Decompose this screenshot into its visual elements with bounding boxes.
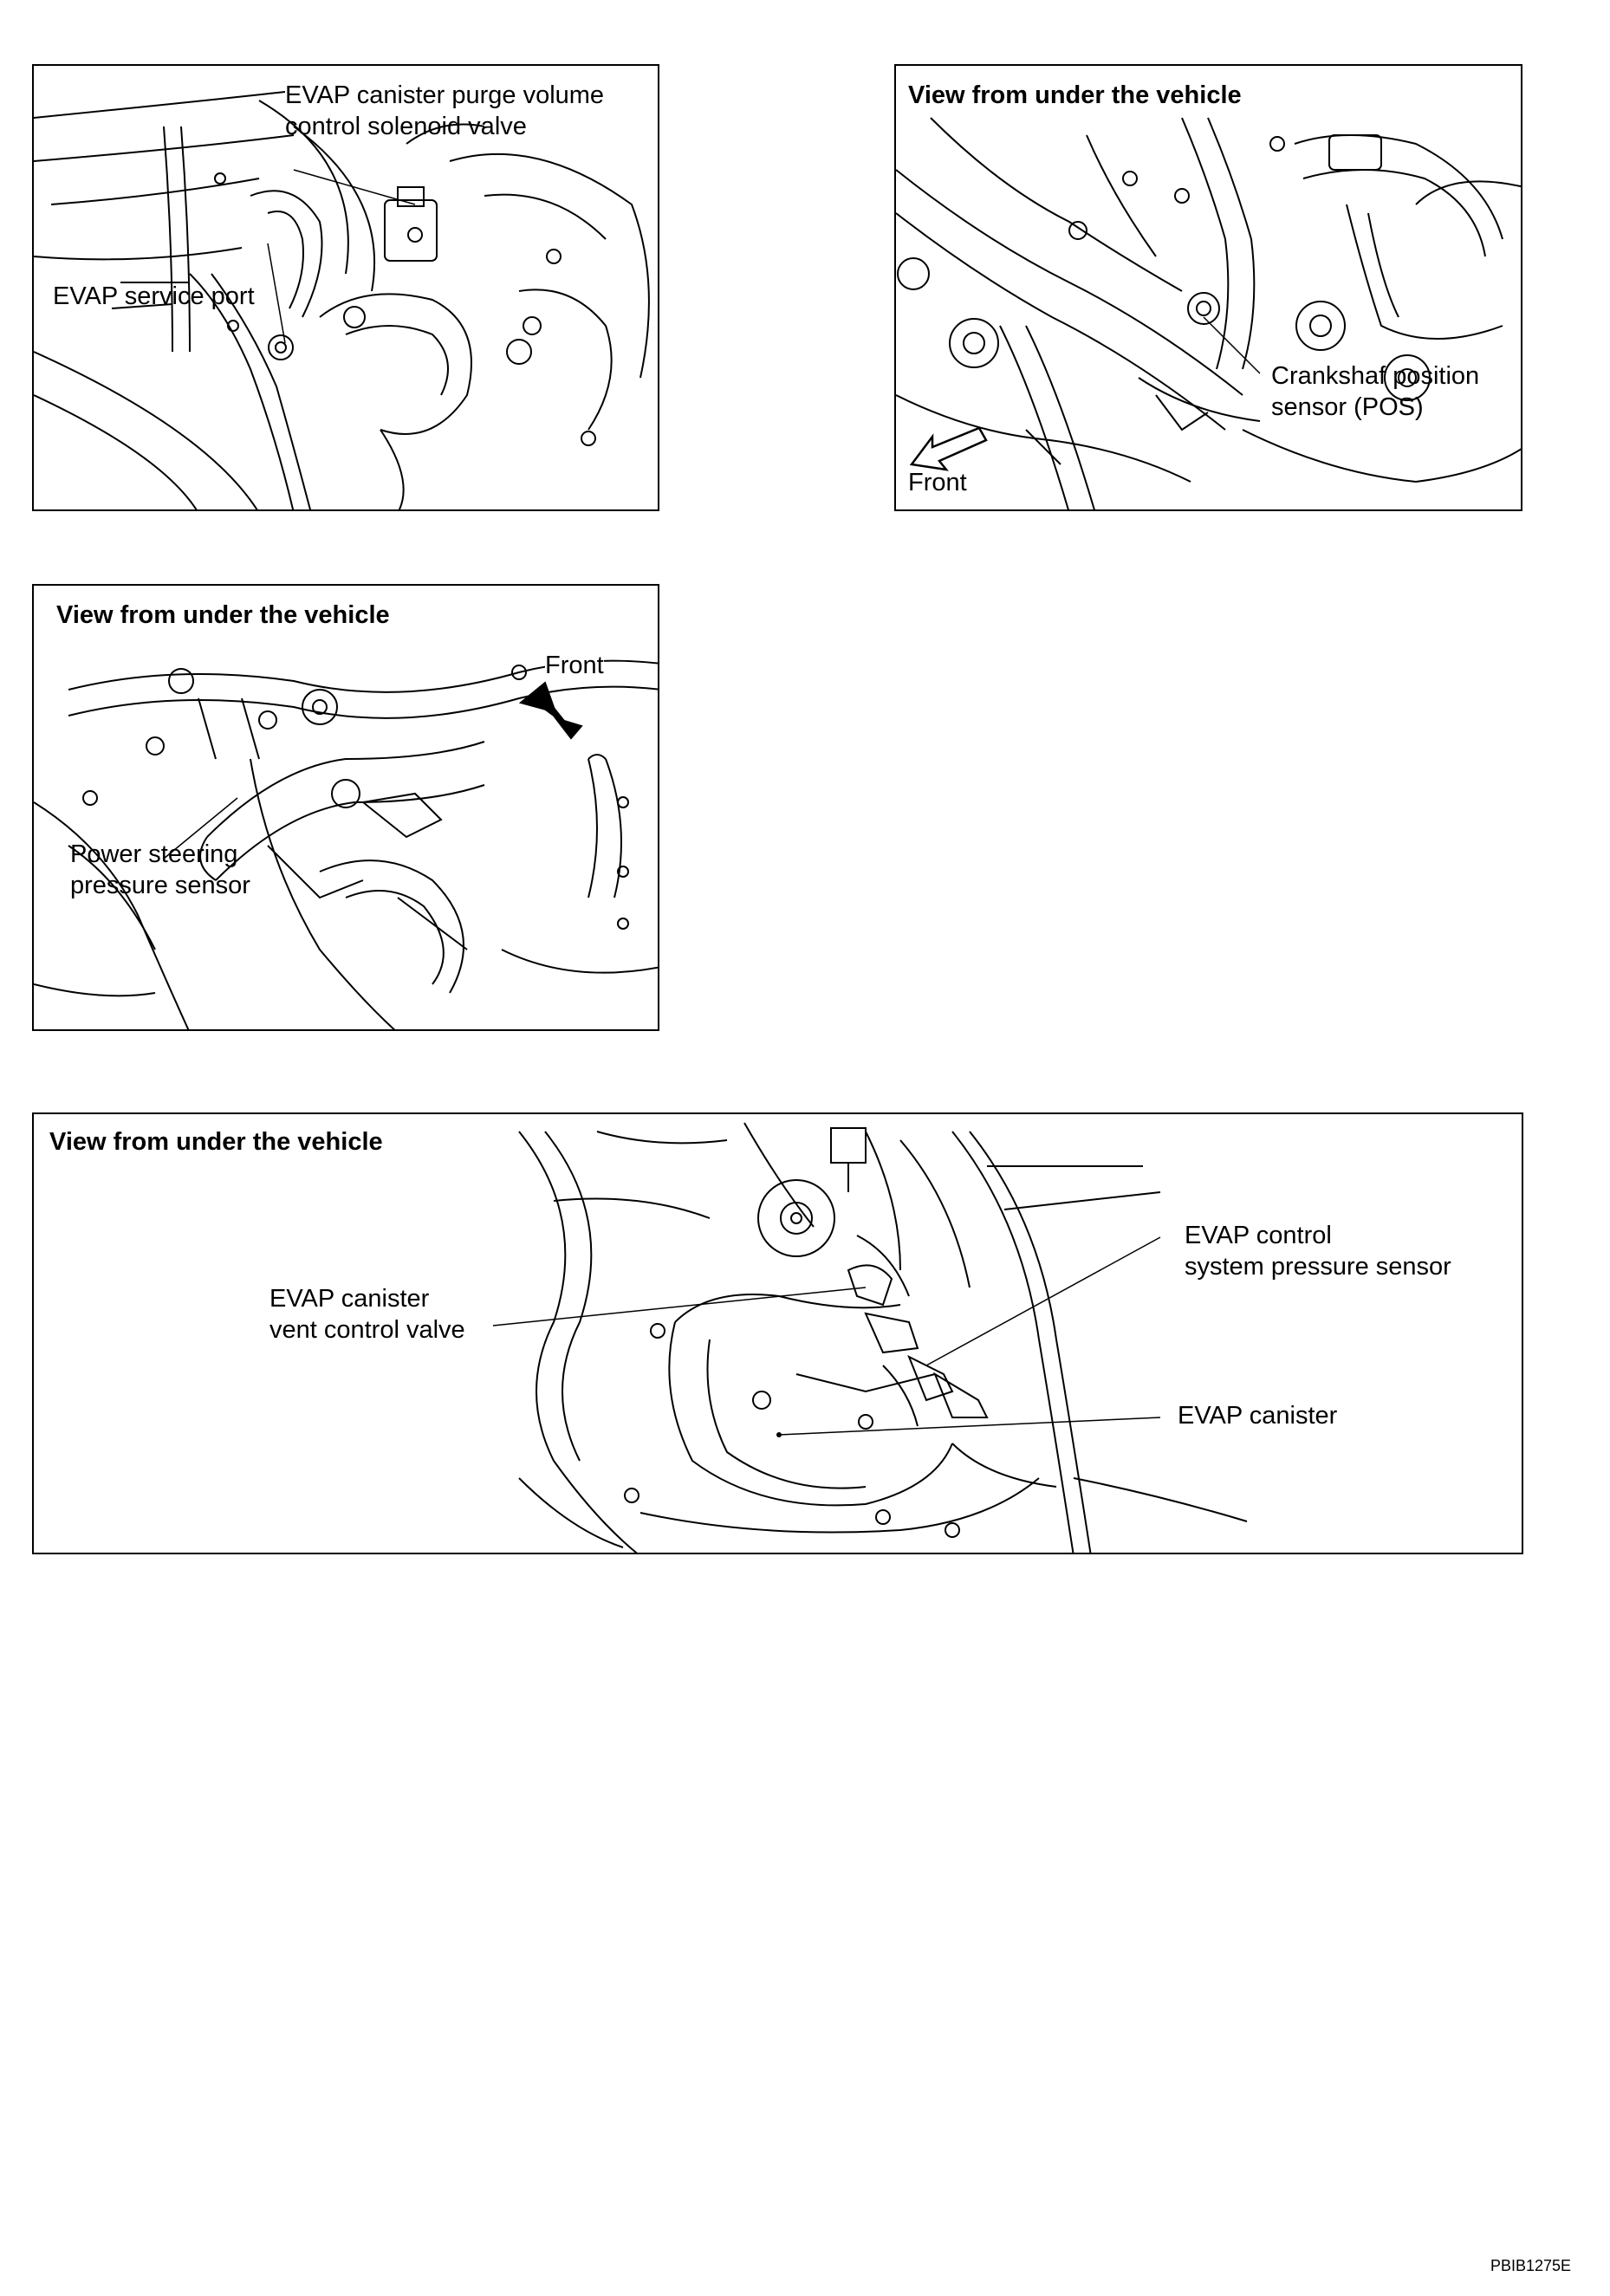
front-arrow-icon [912, 428, 986, 470]
label-pressure-sensor-line2: system pressure sensor [1185, 1253, 1451, 1281]
engine-underside-illustration-2 [896, 66, 1522, 511]
label-vent-valve-line2: vent control valve [269, 1316, 465, 1344]
label-purge-valve-line1: EVAP canister purge volume [285, 81, 605, 109]
label-evap-service-port: EVAP service port [53, 282, 255, 310]
label-ps-line1: Power steering [70, 840, 238, 868]
label-evap-canister: EVAP canister [1178, 1402, 1338, 1430]
label-purge-valve-line2: control solenoid valve [285, 113, 527, 140]
panel4-header: View from under the vehicle [49, 1128, 383, 1156]
panel3-header: View from under the vehicle [56, 601, 390, 629]
panel2-header: View from under the vehicle [908, 81, 1242, 109]
label-front: Front [908, 469, 967, 496]
figure-code: PBIB1275E [1490, 2257, 1572, 2274]
panel-crankshaft-sensor [894, 64, 1522, 511]
label-ps-line2: pressure sensor [70, 872, 250, 899]
label-crankshaft-line1: Crankshaf position [1271, 362, 1480, 390]
panel-evap-purge-valve [32, 64, 659, 511]
label-front: Front [545, 652, 604, 679]
label-crankshaft-line2: sensor (POS) [1271, 393, 1424, 421]
label-pressure-sensor-line1: EVAP control [1185, 1222, 1332, 1249]
panel-evap-canister [32, 1112, 1523, 1554]
label-vent-valve-line1: EVAP canister [269, 1285, 430, 1313]
evap-canister-illustration [34, 1114, 1523, 1554]
panel-power-steering-sensor [32, 584, 659, 1031]
